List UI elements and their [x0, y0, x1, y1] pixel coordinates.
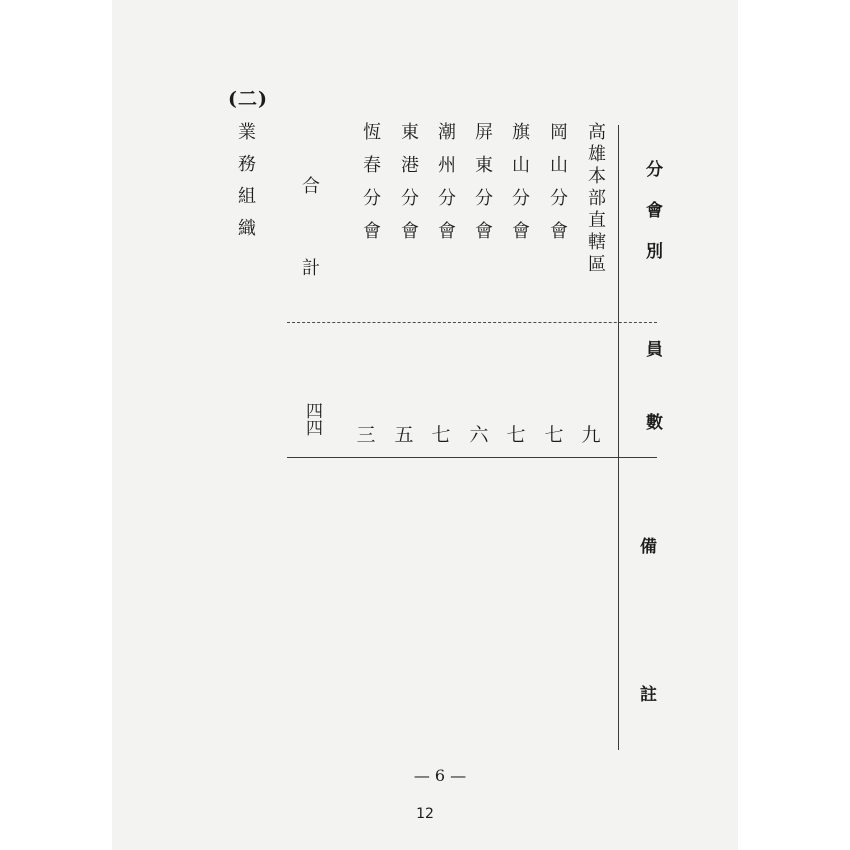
section-number: (二) — [228, 88, 268, 110]
printed-page-number: — 6 — — [413, 766, 467, 785]
header-members: 員數 — [642, 340, 662, 486]
count-kaohsiung-hq: 九 — [581, 424, 601, 446]
count-hengchun: 三 — [356, 424, 376, 446]
row-name-qishan: 旗山分會 — [509, 122, 530, 254]
count-qishan: 七 — [506, 424, 526, 446]
table-rule-top — [287, 322, 657, 323]
total-label-2: 計 — [302, 258, 320, 279]
row-name-kaohsiung-hq: 高雄本部直轄區 — [585, 122, 606, 276]
header-remarks-2: 註 — [640, 685, 657, 705]
row-name-hengchun: 恆春分會 — [360, 122, 381, 254]
row-name-gangshan: 岡山分會 — [547, 122, 568, 254]
count-total: 四四 — [302, 402, 322, 436]
scan-page-number: 12 — [416, 806, 434, 822]
count-pingtung: 六 — [469, 424, 489, 446]
row-name-pingtung: 屏東分會 — [472, 122, 493, 254]
count-gangshan: 七 — [544, 424, 564, 446]
count-donggang: 五 — [394, 424, 414, 446]
total-label-1: 合 — [302, 176, 320, 197]
section-title: 業務組織 — [235, 122, 256, 250]
row-name-chaozhou: 潮州分會 — [435, 122, 456, 254]
header-remarks-1: 備 — [640, 537, 657, 557]
table-rule-bottom — [287, 457, 657, 458]
table-header-divider — [618, 125, 619, 750]
header-branch: 分會別 — [642, 160, 662, 283]
row-name-donggang: 東港分會 — [398, 122, 419, 254]
count-chaozhou: 七 — [431, 424, 451, 446]
